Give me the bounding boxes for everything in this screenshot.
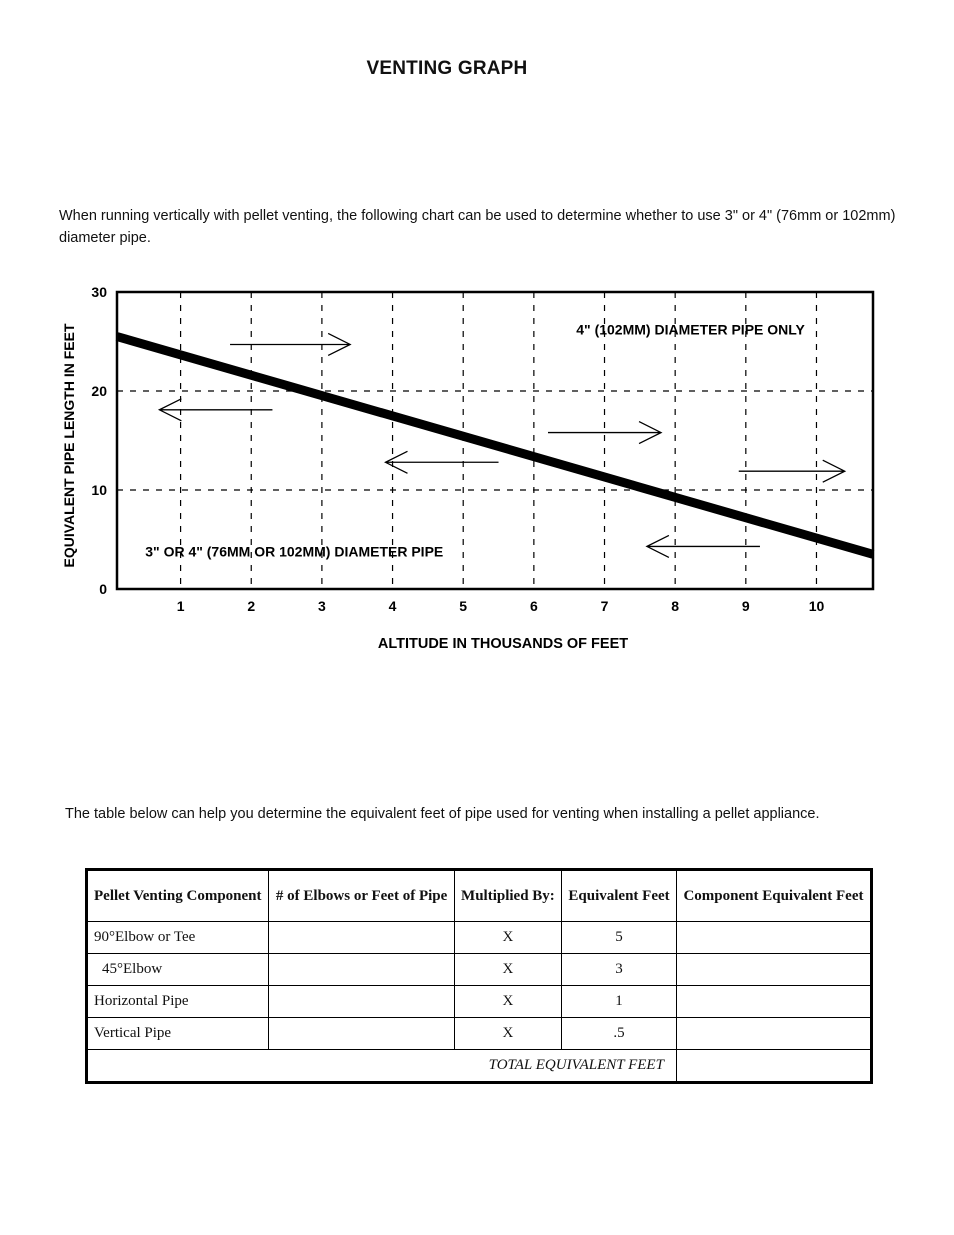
- header-equivalent-feet: Equivalent Feet: [562, 870, 677, 922]
- total-value-cell[interactable]: [676, 1050, 871, 1083]
- y-axis-label: EQUIVALENT PIPE LENGTH IN FEET: [61, 323, 77, 568]
- chart-annotation: 3" OR 4" (76MM OR 102MM) DIAMETER PIPE: [145, 543, 444, 560]
- chart-annotation: 4" (102MM) DIAMETER PIPE ONLY: [576, 321, 805, 338]
- x-axis-label: ALTITUDE IN THOUSANDS OF FEET: [377, 636, 629, 652]
- header-component: Pellet Venting Component: [87, 870, 269, 922]
- x-tick-label: 7: [600, 598, 609, 614]
- y-tick-label: 10: [91, 482, 107, 498]
- row-count-cell[interactable]: [269, 954, 454, 986]
- row-count-cell[interactable]: [269, 986, 454, 1018]
- row-component-equivalent-cell[interactable]: [676, 1018, 871, 1050]
- page-title: VENTING GRAPH: [366, 58, 528, 79]
- arrow-right-icon: [230, 333, 350, 355]
- series-line: [117, 337, 873, 555]
- table-total-row: [87, 1050, 872, 1083]
- arrow-left-icon: [385, 451, 498, 473]
- row-component: 90°Elbow or Tee: [87, 922, 269, 954]
- row-component: Horizontal Pipe: [87, 986, 269, 1018]
- row-multiplier: X: [454, 922, 561, 954]
- table-header-row: [87, 870, 872, 922]
- row-multiplier: X: [454, 954, 561, 986]
- arrow-left-icon: [647, 535, 760, 557]
- header-component-equivalent: Component Equivalent Feet: [676, 870, 871, 922]
- x-tick-label: 6: [529, 598, 538, 614]
- row-equivalent-feet: 1: [562, 986, 677, 1018]
- arrow-left-icon: [159, 399, 272, 421]
- y-tick-label: 20: [91, 383, 107, 399]
- row-component: Vertical Pipe: [87, 1018, 269, 1050]
- y-tick-label: 0: [99, 581, 107, 597]
- row-equivalent-feet: 3: [562, 954, 677, 986]
- x-tick-label: 10: [808, 598, 825, 614]
- arrow-right-icon: [739, 460, 845, 482]
- venting-table: [85, 868, 873, 1084]
- x-tick-label: 1: [176, 598, 185, 614]
- row-equivalent-feet: .5: [562, 1018, 677, 1050]
- table-row: [87, 1018, 872, 1050]
- x-tick-label: 2: [247, 598, 256, 614]
- x-tick-label: 5: [459, 598, 468, 614]
- table-row: [87, 922, 872, 954]
- intro-text: When running vertically with pellet venting, the following chart can be used to determine whether to use 3" or 4" (76mm or 102mm) diameter pipe.: [59, 208, 896, 246]
- row-multiplier: X: [454, 1018, 561, 1050]
- table-row: [87, 954, 872, 986]
- row-component-equivalent-cell[interactable]: [676, 922, 871, 954]
- row-count-cell[interactable]: [269, 922, 454, 954]
- x-tick-label: 4: [388, 598, 397, 614]
- x-tick-label: 3: [317, 598, 326, 614]
- y-tick-label: 30: [91, 284, 107, 300]
- venting-chart-svg: [0, 270, 954, 670]
- row-component-equivalent-cell[interactable]: [676, 954, 871, 986]
- row-equivalent-feet: 5: [562, 922, 677, 954]
- table-intro-text: The table below can help you determine the equivalent feet of pipe used for venting when installing a pellet appliance.: [65, 806, 820, 822]
- x-tick-label: 8: [671, 598, 680, 614]
- row-component: 45°Elbow: [87, 954, 269, 986]
- row-count-cell[interactable]: [269, 1018, 454, 1050]
- header-count: # of Elbows or Feet of Pipe: [269, 870, 454, 922]
- x-tick-label: 9: [741, 598, 750, 614]
- header-multiplier: Multiplied By:: [454, 870, 561, 922]
- venting-graph: [0, 270, 954, 670]
- table-row: [87, 986, 872, 1018]
- row-component-equivalent-cell[interactable]: [676, 986, 871, 1018]
- total-label: TOTAL EQUIVALENT FEET: [87, 1050, 677, 1083]
- row-multiplier: X: [454, 986, 561, 1018]
